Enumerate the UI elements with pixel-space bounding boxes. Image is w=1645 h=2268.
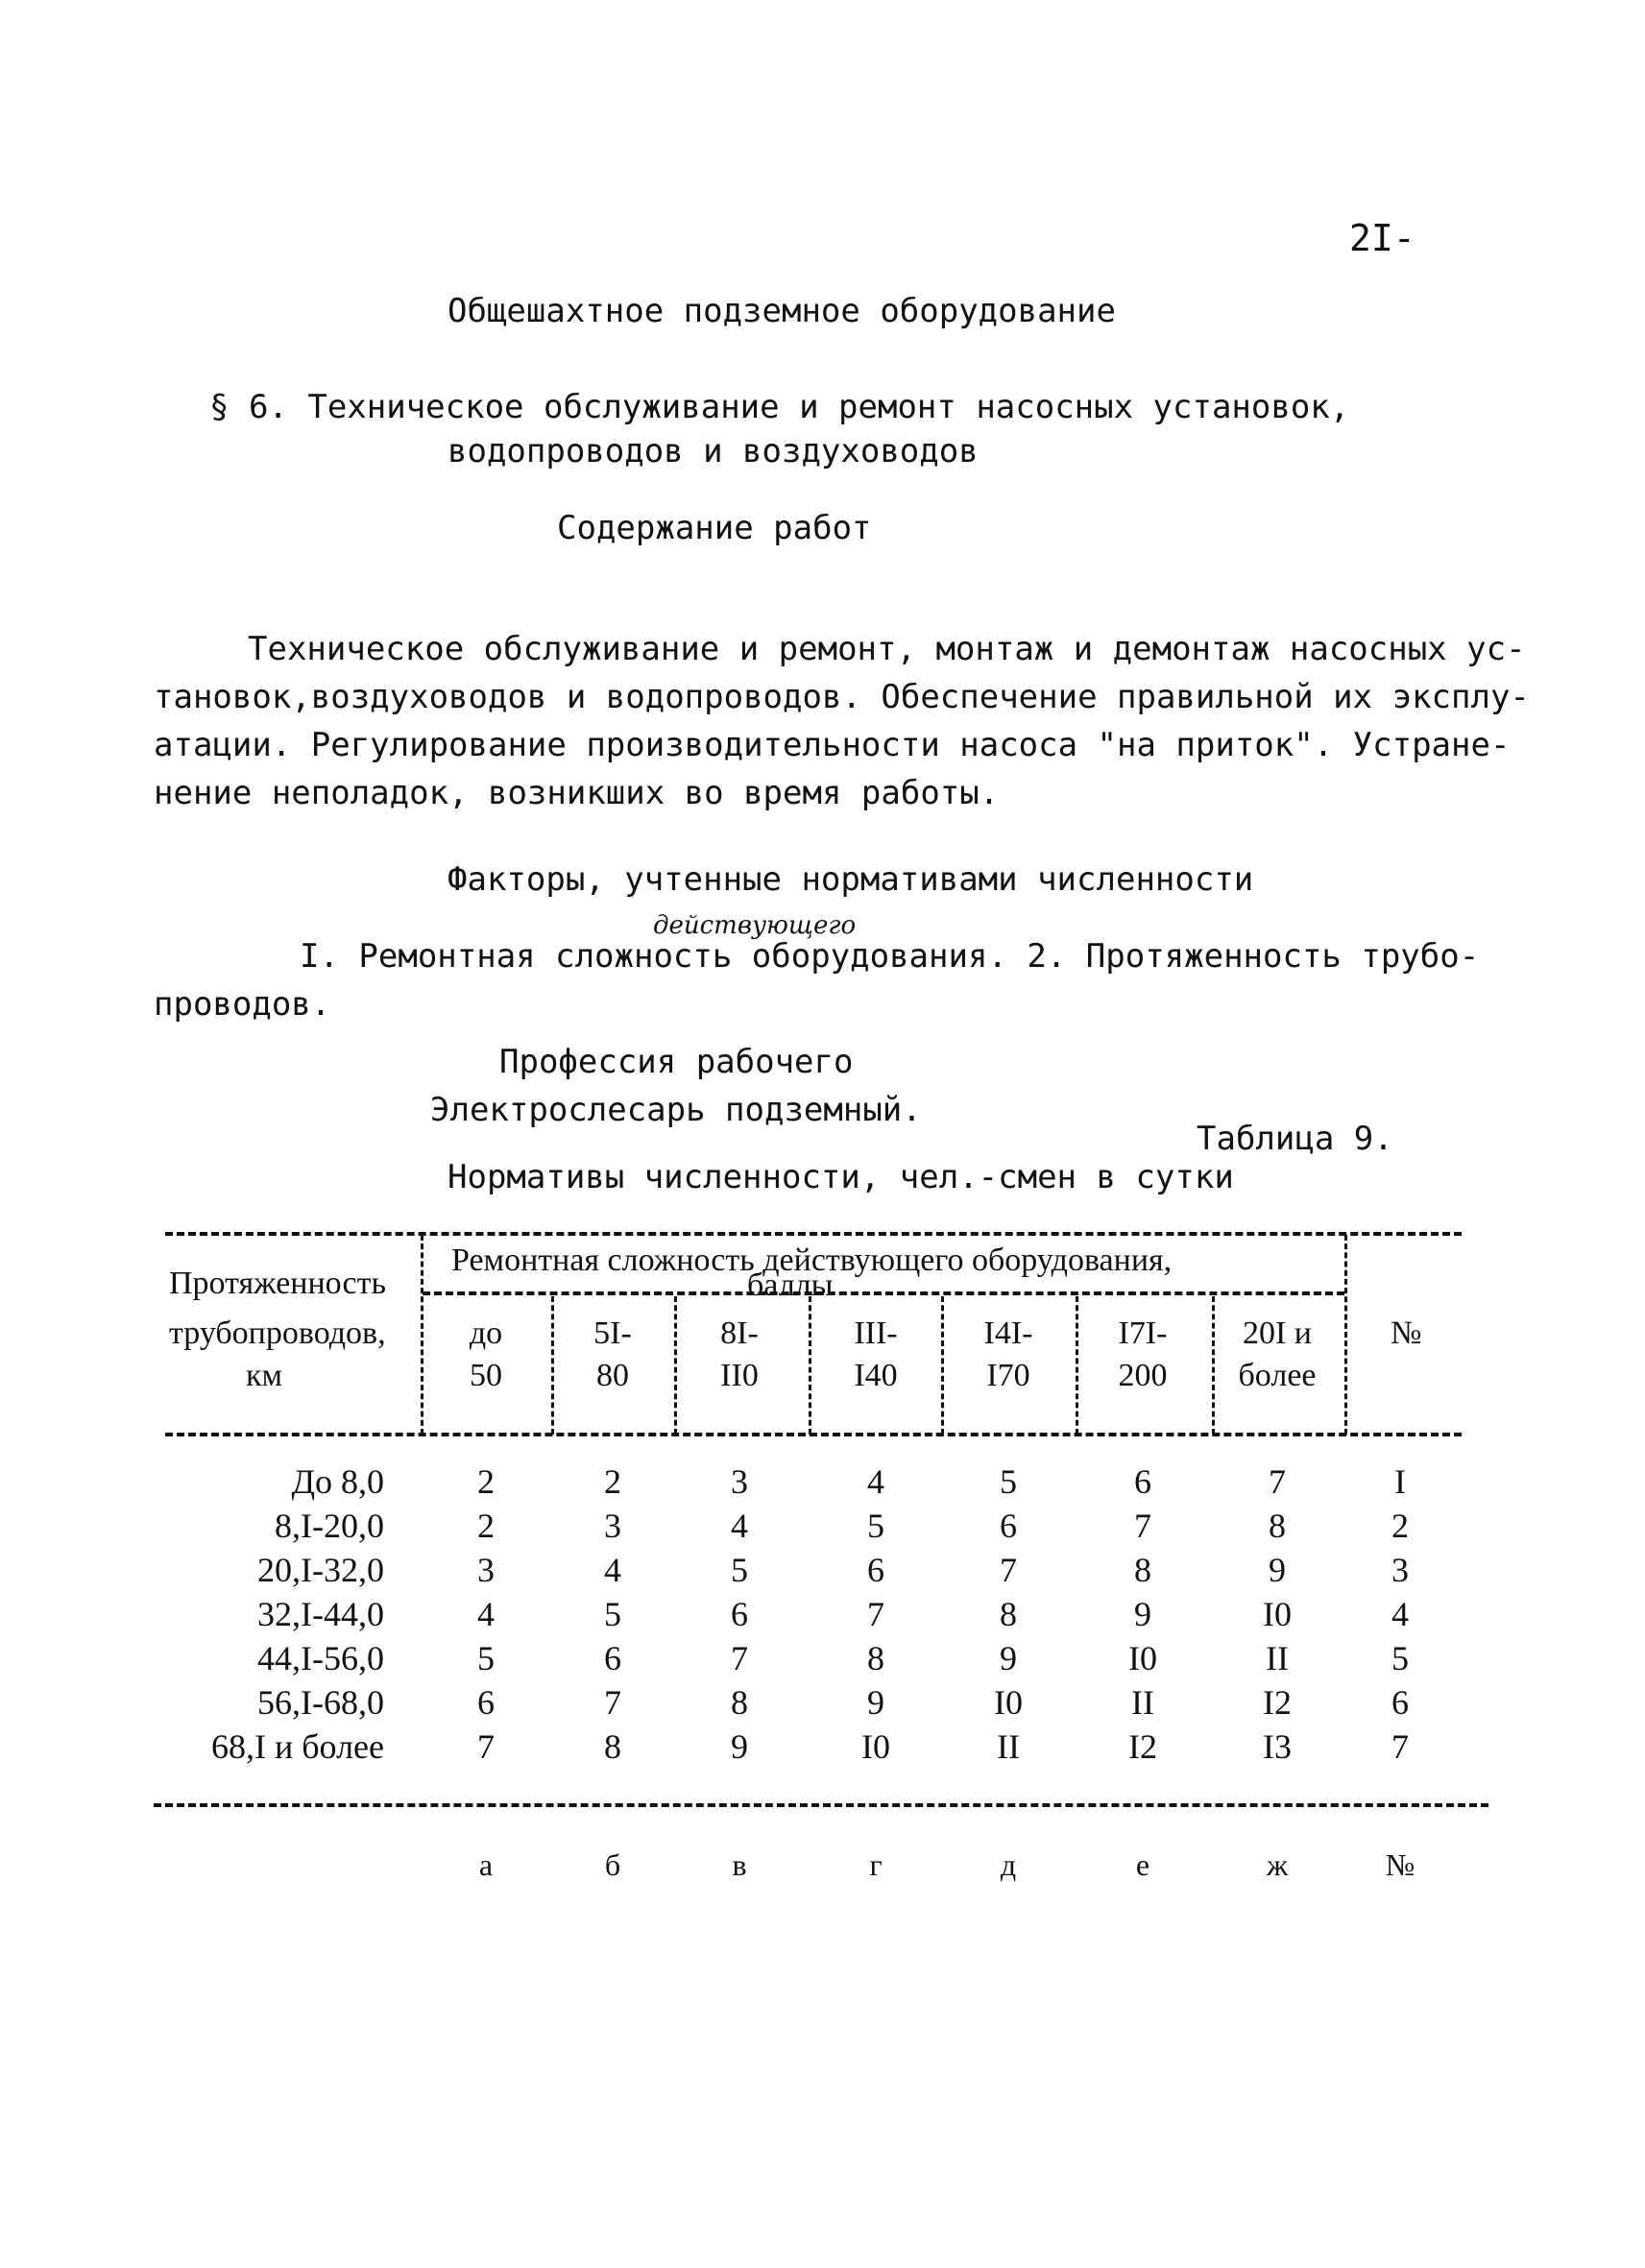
column-letter: г — [869, 1847, 883, 1882]
table-cell: 4 — [477, 1595, 495, 1633]
table-cell: II — [1266, 1639, 1289, 1677]
row-number: 5 — [1391, 1639, 1409, 1677]
table-top-rule — [165, 1232, 1462, 1236]
column-letter: ж — [1266, 1847, 1289, 1882]
column-header-line2: 50 — [470, 1358, 502, 1393]
column-divider — [941, 1296, 944, 1435]
table-cell: 8 — [1000, 1595, 1017, 1633]
section-title: Общешахтное подземное оборудование — [448, 292, 1116, 330]
table-cell: I0 — [861, 1727, 890, 1766]
row-label: 20,I-32,0 — [257, 1551, 384, 1589]
table-cell: 6 — [731, 1595, 748, 1633]
group-header-unit: баллы — [747, 1267, 834, 1303]
row-number: 6 — [1391, 1683, 1409, 1722]
body-line-3: атации. Регулирование производительности насоса "на приток". Устране- — [154, 726, 1511, 764]
column-header-line1: 5I- — [593, 1315, 632, 1351]
content-heading: Содержание работ — [557, 509, 872, 547]
table-cell: 8 — [1269, 1507, 1286, 1545]
column-letter-num: № — [1385, 1847, 1415, 1882]
column-divider — [551, 1296, 554, 1435]
table-cell: I2 — [1263, 1683, 1292, 1722]
group-header-rule — [423, 1291, 1344, 1295]
num-column-header: № — [1391, 1315, 1422, 1351]
row-number: 3 — [1391, 1551, 1409, 1589]
table-cell: 7 — [1269, 1462, 1286, 1501]
table-cell: 5 — [1000, 1462, 1017, 1501]
row-number: 7 — [1391, 1727, 1409, 1766]
row-header-line1: Протяженность — [169, 1266, 386, 1301]
table-cell: 9 — [1134, 1595, 1151, 1633]
column-divider — [1076, 1296, 1078, 1435]
profession-value: Электрослесарь подземный. — [430, 1091, 922, 1129]
row-label: 32,I-44,0 — [257, 1595, 384, 1633]
column-letter: е — [1135, 1847, 1150, 1882]
row-number: 4 — [1391, 1595, 1409, 1633]
column-header-line2: 200 — [1118, 1358, 1168, 1393]
group-header: Ремонтная сложность действующего оборудования, — [451, 1243, 1173, 1278]
table-cell: 7 — [867, 1595, 884, 1633]
table-cell: 4 — [604, 1551, 621, 1589]
table-cell: 8 — [731, 1683, 748, 1722]
table-cell: 7 — [477, 1727, 495, 1766]
table-cell: 6 — [604, 1639, 621, 1677]
table-cell: I0 — [994, 1683, 1023, 1722]
table-cell: 6 — [477, 1683, 495, 1722]
table-cell: 8 — [1134, 1551, 1151, 1589]
column-letter: б — [604, 1847, 621, 1882]
body-line-2: тановок,воздуховодов и водопроводов. Обеспечение правильной их эксплу- — [154, 678, 1530, 716]
table-cell: 9 — [1269, 1551, 1286, 1589]
column-header-line1: до — [469, 1315, 503, 1351]
body-line-4: нение неполадок, возникших во время работы. — [154, 774, 1000, 812]
column-header-line1: 20I и — [1242, 1315, 1313, 1351]
column-header-line2: 80 — [596, 1358, 629, 1393]
table-cell: I0 — [1128, 1639, 1157, 1677]
table-cell: 5 — [867, 1507, 884, 1545]
table-cell: 7 — [1000, 1551, 1017, 1589]
body-line-1: Техническое обслуживание и ремонт, монтаж и демонтаж насосных ус- — [248, 630, 1526, 668]
profession-label: Профессия рабочего — [499, 1043, 854, 1081]
table-cell: 7 — [731, 1639, 748, 1677]
table-cell: 5 — [477, 1639, 495, 1677]
table-cell: I0 — [1263, 1595, 1292, 1633]
column-header-line1: I7I- — [1118, 1315, 1168, 1351]
table-cell: I2 — [1128, 1727, 1157, 1766]
paragraph-title-line2: водопроводов и воздуховодов — [448, 432, 979, 470]
table-cell: 2 — [477, 1507, 495, 1545]
column-letter: а — [478, 1847, 494, 1882]
row-label: До 8,0 — [291, 1462, 384, 1501]
row-label: 56,I-68,0 — [257, 1683, 384, 1722]
table-cell: 6 — [1134, 1462, 1151, 1501]
table-cell: 9 — [1000, 1639, 1017, 1677]
table-cell: 7 — [604, 1683, 621, 1722]
table-caption: Нормативы численности, чел.-смен в сутки — [448, 1158, 1234, 1196]
table-cell: 2 — [477, 1462, 495, 1501]
table-label: Таблица 9. — [1197, 1120, 1393, 1158]
row-label: 44,I-56,0 — [257, 1639, 384, 1677]
table-cell: 9 — [731, 1727, 748, 1766]
table-cell: 2 — [604, 1462, 621, 1501]
table-cell: 6 — [867, 1551, 884, 1589]
table-cell: II — [1131, 1683, 1154, 1722]
page-number: 2I- — [1349, 217, 1415, 259]
row-number: 2 — [1391, 1507, 1409, 1545]
factors-heading: Факторы, учтенные нормативами численности — [448, 860, 1254, 899]
table-cell: 4 — [731, 1507, 748, 1545]
table-cell: 5 — [731, 1551, 748, 1589]
table-cell: I3 — [1263, 1727, 1292, 1766]
column-header-line1: III- — [854, 1315, 898, 1351]
table-cell: 6 — [1000, 1507, 1017, 1545]
table-cell: 3 — [604, 1507, 621, 1545]
row-header-line3: км — [246, 1358, 283, 1393]
column-header-line2: более — [1238, 1358, 1317, 1393]
handwritten-insertion: действующего — [653, 911, 857, 940]
factors-line-1: I. Ремонтная сложность оборудования. 2. Протяженность трубо- — [300, 937, 1480, 976]
row-label: 8,I-20,0 — [275, 1507, 384, 1545]
column-divider — [674, 1296, 677, 1435]
table-cell: 3 — [731, 1462, 748, 1501]
table-cell: 4 — [867, 1462, 884, 1501]
column-header-line2: I70 — [986, 1358, 1030, 1393]
factors-line-2: проводов. — [154, 985, 331, 1024]
column-header-line1: I4I- — [983, 1315, 1033, 1351]
row-number: I — [1394, 1462, 1406, 1501]
column-divider — [421, 1235, 423, 1435]
row-label: 68,I и более — [210, 1727, 384, 1766]
column-letter: в — [732, 1847, 747, 1882]
column-divider — [1344, 1235, 1347, 1435]
table-cell: 8 — [867, 1639, 884, 1677]
column-divider — [1212, 1296, 1215, 1435]
table-cell: 5 — [604, 1595, 621, 1633]
column-header-line1: 8I- — [720, 1315, 759, 1351]
table-bottom-rule — [154, 1803, 1488, 1807]
column-header-line2: II0 — [720, 1358, 759, 1393]
table-cell: 7 — [1134, 1507, 1151, 1545]
table-header-bottom-rule — [165, 1433, 1462, 1436]
table-cell: 9 — [867, 1683, 884, 1722]
table-cell: 8 — [604, 1727, 621, 1766]
paragraph-title-line1: § 6. Техническое обслуживание и ремонт насосных установок, — [209, 388, 1350, 426]
column-letter: д — [1000, 1847, 1017, 1882]
column-header-line2: I40 — [854, 1358, 898, 1393]
table-cell: II — [997, 1727, 1020, 1766]
row-header-line2: трубопроводов, — [169, 1315, 386, 1351]
column-divider — [809, 1296, 811, 1435]
table-cell: 3 — [477, 1551, 495, 1589]
